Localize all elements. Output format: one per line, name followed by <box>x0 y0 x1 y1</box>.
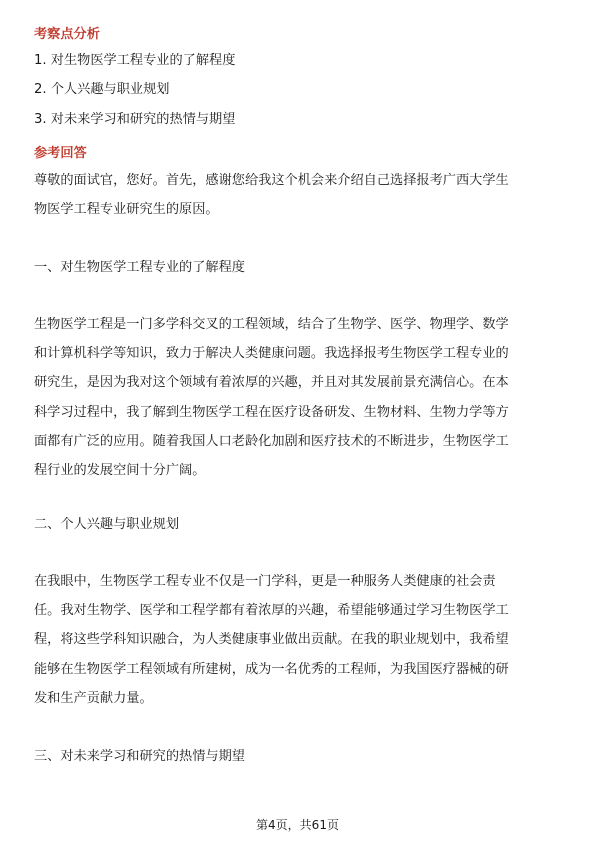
section-2-paragraph <box>34 567 562 713</box>
section-heading: 三、对未来学习和研究的热情与期望 <box>34 749 245 764</box>
analysis-item-1: 1. 对生物医学工程专业的了解程度 <box>34 53 236 68</box>
section-heading-1 <box>34 259 562 277</box>
analysis-item-3: 3. 对未来学习和研究的热情与期望 <box>34 112 236 127</box>
analysis-item <box>34 81 562 99</box>
section-heading: 二、个人兴趣与职业规划 <box>34 517 180 532</box>
paragraph-line: 发和生产贡献力量。 <box>34 690 153 706</box>
section-heading-3 <box>34 748 562 766</box>
paragraph-line: 面都有广泛的应用。随着我国人口老龄化加剧和医疗技术的不断进步，生物医学工 <box>34 433 509 449</box>
section-1-paragraph <box>34 310 562 485</box>
paragraph-line: 程行业的发展空间十分广阔。 <box>34 463 206 479</box>
analysis-label: 考察点分析 <box>34 27 100 42</box>
analysis-item-2: 2. 个人兴趣与职业规划 <box>34 82 170 97</box>
analysis-item <box>34 52 562 70</box>
intro-paragraph <box>34 166 562 224</box>
section-heading-2 <box>34 516 562 534</box>
answer-section <box>34 145 562 163</box>
paragraph-line: 任。我对生物学、医学和工程学都有着浓厚的兴趣，希望能够通过学习生物医学工 <box>34 603 509 619</box>
paragraph-line: 研究生，是因为我对这个领域有着浓厚的兴趣，并且对其发展前景充满信心。在本 <box>34 375 509 391</box>
analysis-item <box>34 111 562 129</box>
paragraph-line: 尊敬的面试官，您好。首先，感谢您给我这个机会来介绍自己选择报考广西大学生 <box>34 173 509 188</box>
page-number: 第4页，共61页 <box>256 818 339 832</box>
paragraph-line: 在我眼中，生物医学工程专业不仅是一门学科，更是一种服务人类健康的社会责 <box>34 574 496 589</box>
paragraph-line: 生物医学工程是一门多学科交叉的工程领域，结合了生物学、医学、物理学、数学 <box>34 317 509 332</box>
paragraph-line: 科学习过程中，我了解到生物医学工程在医疗设备研发、生物材料、生物力学等方 <box>34 404 509 420</box>
paragraph-line: 能够在生物医学工程领域有所建树，成为一名优秀的工程师，为我国医疗器械的研 <box>34 661 509 677</box>
paragraph-line: 程，将这些学科知识融合，为人类健康事业做出贡献。在我的职业规划中，我希望 <box>34 632 509 648</box>
answer-label: 参考回答 <box>34 146 87 161</box>
paragraph-line: 和计算机科学等知识，致力于解决人类健康问题。我选择报考生物医学工程专业的 <box>34 346 509 362</box>
paragraph-line: 物医学工程专业研究生的原因。 <box>34 202 219 218</box>
analysis-section <box>34 26 562 44</box>
section-heading: 一、对生物医学工程专业的了解程度 <box>34 260 245 275</box>
